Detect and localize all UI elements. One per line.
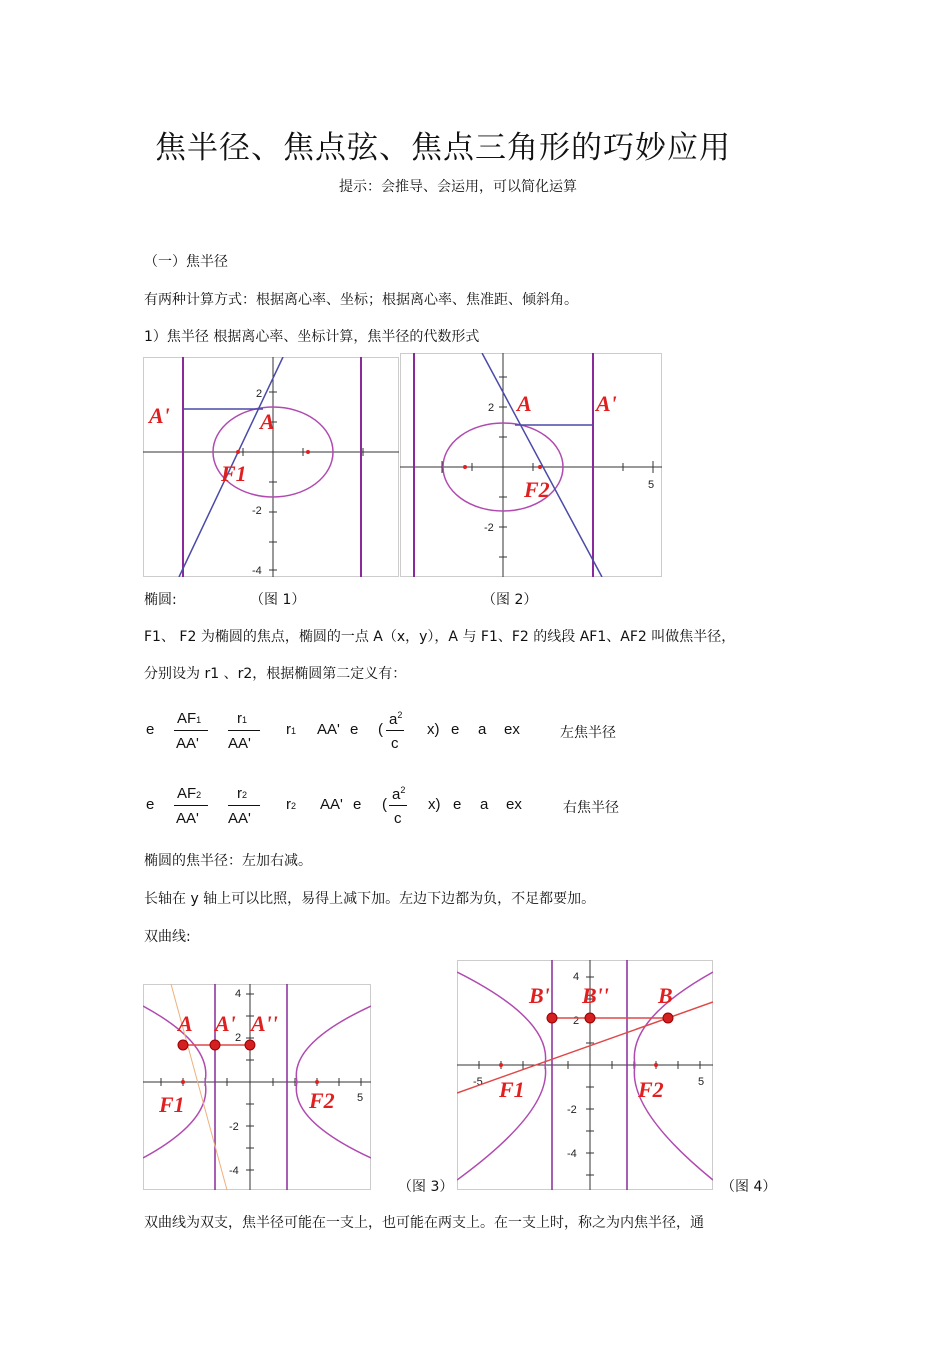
fig2-label-a-prime: A' bbox=[596, 391, 617, 416]
f1-c: c bbox=[391, 735, 399, 752]
y-axis-rule: 长轴在 y 轴上可以比照，易得上减下加。左边下边都为负，不足都要加。 bbox=[144, 891, 596, 907]
ellipse-rule: 椭圆的焦半径：左加右减。 bbox=[144, 853, 312, 869]
page-subtitle: 提示：会推导、会运用，可以简化运算 bbox=[339, 179, 577, 195]
fig1-label-a: A bbox=[260, 409, 275, 434]
f1-e3: e bbox=[451, 721, 460, 738]
radius-definition-paragraph: 分别设为 r1 、r2，根据椭圆第二定义有： bbox=[144, 666, 407, 682]
figure-1-ellipse bbox=[143, 357, 399, 577]
f1-lparen: ( bbox=[378, 721, 383, 738]
f2-a: a bbox=[480, 796, 489, 813]
fig4-label-f2: F2 bbox=[638, 1077, 664, 1102]
fig3-tick-2: 2 bbox=[235, 1032, 242, 1044]
ellipse-label: 椭圆: bbox=[144, 592, 177, 608]
item-heading: 1）焦半径 根据离心率、坐标计算，焦半径的代数形式 bbox=[144, 329, 480, 345]
fig3-tick-5: 5 bbox=[357, 1092, 364, 1104]
fig3-label-a-prime: A' bbox=[215, 1011, 236, 1036]
fig3-tick-4: 4 bbox=[235, 988, 242, 1000]
fig3-label-a-double-prime: A'' bbox=[251, 1011, 278, 1036]
fig4-caption: （图 4） bbox=[721, 1179, 777, 1195]
focal-radius-paragraph: F1、 F2 为椭圆的焦点，椭圆的一点 A（x，y），A 与 F1、F2 的线段 AF1、AF2 叫做焦半径， bbox=[144, 629, 736, 645]
formula-left-focal-radius bbox=[144, 700, 644, 760]
f2-e: e bbox=[146, 796, 155, 813]
fig2-tick-2: 2 bbox=[488, 402, 495, 414]
fig3-tick-neg2: -2 bbox=[229, 1121, 239, 1133]
f2-lparen: ( bbox=[382, 796, 387, 813]
f1-num1: AF1 bbox=[177, 710, 202, 727]
f1-r: r1 bbox=[286, 721, 297, 738]
f2-num2: r2 bbox=[237, 785, 248, 802]
f1-den2: AA' bbox=[228, 735, 251, 752]
fig2-tick-5: 5 bbox=[648, 479, 655, 491]
f1-x: x) bbox=[427, 721, 440, 738]
hyperbola-paragraph: 双曲线为双支，焦半径可能在一支上，也可能在两支上。在一支上时，称之为内焦半径，通 bbox=[144, 1215, 704, 1231]
fig4-tick-neg4: -4 bbox=[567, 1148, 577, 1160]
fig4-tick-neg5: -5 bbox=[473, 1076, 483, 1088]
fig2-label-f2: F2 bbox=[524, 477, 550, 502]
f2-e3: e bbox=[453, 796, 462, 813]
intro-paragraph: 有两种计算方式：根据离心率、坐标；根据离心率、焦准距、倾斜角。 bbox=[144, 292, 578, 308]
fig4-label-b-prime: B' bbox=[529, 983, 550, 1008]
fig4-tick-neg2: -2 bbox=[567, 1104, 577, 1116]
f1-num2: r1 bbox=[237, 710, 248, 727]
f1-ex: ex bbox=[504, 721, 520, 738]
fig2-caption: （图 2） bbox=[482, 592, 538, 608]
fig1-tick-neg2: -2 bbox=[252, 505, 262, 517]
f2-den1: AA' bbox=[176, 810, 199, 827]
f2-x: x) bbox=[428, 796, 441, 813]
f1-a-squared: $a^2$ bbox=[389, 710, 403, 728]
page-title: 焦半径、焦点弦、焦点三角形的巧妙应用 bbox=[155, 130, 731, 166]
section-heading: （一）焦半径 bbox=[144, 254, 228, 270]
fig1-tick-neg4: -4 bbox=[252, 565, 262, 577]
fig4-label-b: B bbox=[658, 983, 673, 1008]
f2-r: r2 bbox=[286, 796, 297, 813]
fig4-label-b-double-prime: B'' bbox=[582, 983, 609, 1008]
figure-2-ellipse bbox=[400, 353, 662, 577]
fig3-label-a: A bbox=[178, 1011, 193, 1036]
fig1-tick-2: 2 bbox=[256, 388, 263, 400]
f1-a: a bbox=[478, 721, 487, 738]
f2-note: 右焦半径 bbox=[563, 800, 619, 816]
f1-e: e bbox=[146, 721, 155, 738]
fig1-label-f1: F1 bbox=[221, 461, 247, 486]
fig1-caption: （图 1） bbox=[250, 592, 306, 608]
figure-3-hyperbola bbox=[143, 984, 371, 1190]
f2-num1: AF2 bbox=[177, 785, 202, 802]
fig3-label-f1: F1 bbox=[159, 1092, 185, 1117]
f1-den1: AA' bbox=[176, 735, 199, 752]
fig2-tick-neg2: -2 bbox=[484, 522, 494, 534]
f2-den2: AA' bbox=[228, 810, 251, 827]
f1-e2: e bbox=[350, 721, 359, 738]
f2-c: c bbox=[394, 810, 402, 827]
f2-e2: e bbox=[353, 796, 362, 813]
f2-ex: ex bbox=[506, 796, 522, 813]
fig3-caption: （图 3） bbox=[398, 1179, 454, 1195]
fig4-label-f1: F1 bbox=[499, 1077, 525, 1102]
fig4-tick-4: 4 bbox=[573, 971, 580, 983]
f2-aa: AA' bbox=[320, 796, 343, 813]
hyperbola-label: 双曲线: bbox=[144, 929, 191, 945]
fig3-tick-neg4: -4 bbox=[229, 1165, 239, 1177]
f1-aa: AA' bbox=[317, 721, 340, 738]
fig2-label-a: A bbox=[517, 391, 532, 416]
fig3-label-f2: F2 bbox=[309, 1088, 335, 1113]
fig4-tick-2: 2 bbox=[573, 1015, 580, 1027]
figure-4-hyperbola bbox=[457, 960, 713, 1190]
fig4-tick-5: 5 bbox=[698, 1076, 705, 1088]
f1-note: 左焦半径 bbox=[560, 725, 616, 741]
f2-a-squared: $a^2$ bbox=[392, 785, 406, 803]
fig1-label-a-prime: A' bbox=[149, 403, 170, 428]
formula-right-focal-radius bbox=[144, 775, 644, 835]
